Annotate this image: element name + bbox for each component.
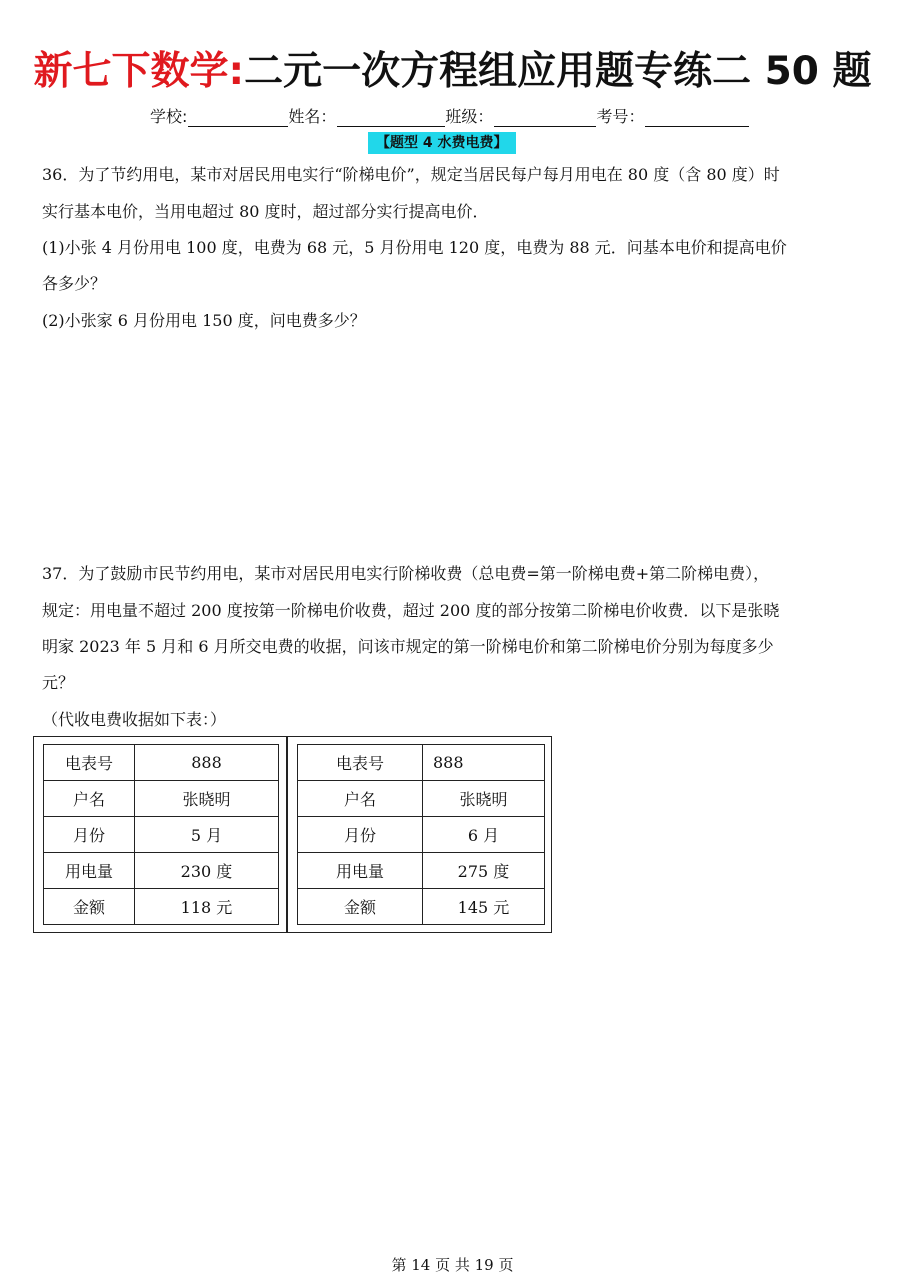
class-field [445, 104, 596, 127]
receipt-divider [286, 737, 288, 932]
name-field [288, 104, 445, 127]
table-cell: 张晓明 [423, 781, 545, 817]
page-title-main: 二元一次方程组应用题专练二 50 题 [244, 49, 872, 94]
receipt-june-table [297, 744, 545, 925]
table-cell: 6 月 [423, 817, 545, 853]
number-field [596, 104, 749, 127]
section-tag: 【题型 4 水费电费】 [368, 132, 516, 154]
q37-line-4: 元？ [42, 673, 75, 692]
q37-line-1: 37．为了鼓励市民节约用电，某市对居民用电实行阶梯收费（总电费=第一阶梯电费+第二阶梯电费）， [42, 564, 770, 583]
table-cell: 5 月 [135, 817, 279, 853]
q36-line-3: (1)小张 4 月份用电 100 度，电费为 68 元，5 月份用电 120 度，电费为 88 元．问基本电价和提高电价 [42, 238, 787, 257]
page-title [0, 46, 905, 98]
name-blank[interactable] [337, 108, 445, 127]
table-row [298, 853, 545, 889]
table-row [44, 853, 279, 889]
number-label: 考号： [596, 107, 645, 126]
table-cell: 用电量 [298, 853, 423, 889]
number-blank[interactable] [645, 108, 749, 127]
q36-line-1: 36．为了节约用电，某市对居民用电实行“阶梯电价”，规定当居民每户每月用电在 80 度（含 80 度）时 [42, 165, 780, 184]
table-cell: 888 [423, 745, 545, 781]
table-cell: 月份 [44, 817, 135, 853]
name-label: 姓名： [288, 107, 337, 126]
table-row [298, 781, 545, 817]
q36-line-5: (2)小张家 6 月份用电 150 度，问电费多少？ [42, 311, 366, 330]
table-row [44, 781, 279, 817]
table-cell: 户名 [44, 781, 135, 817]
table-cell: 145 元 [423, 889, 545, 925]
table-cell: 275 度 [423, 853, 545, 889]
receipt-box [33, 736, 552, 933]
table-cell: 月份 [298, 817, 423, 853]
class-blank[interactable] [494, 108, 596, 127]
table-cell: 金额 [298, 889, 423, 925]
table-cell: 230 度 [135, 853, 279, 889]
table-cell: 888 [135, 745, 279, 781]
table-cell: 张晓明 [135, 781, 279, 817]
table-row [298, 745, 545, 781]
table-row [44, 889, 279, 925]
table-row [44, 817, 279, 853]
page-title-red: 新七下数学: [33, 49, 245, 94]
page-number: 第 14 页 共 19 页 [391, 1256, 514, 1274]
q37-line-2: 规定：用电量不超过 200 度按第一阶梯电价收费，超过 200 度的部分按第二阶梯电价收费．以下是张晓 [42, 601, 780, 620]
table-cell: 电表号 [298, 745, 423, 781]
school-field [150, 104, 288, 127]
school-blank[interactable] [188, 108, 288, 127]
table-row [298, 817, 545, 853]
q36-line-2: 实行基本电价，当用电超过 80 度时，超过部分实行提高电价． [42, 202, 489, 221]
q36-line-4: 各多少？ [42, 274, 107, 293]
student-info-row [150, 104, 790, 127]
class-label: 班级： [445, 107, 494, 126]
q37-line-3: 明家 2023 年 5 月和 6 月所交电费的收据，问该市规定的第一阶梯电价和第二阶梯电价分别为每度多少 [42, 637, 774, 656]
table-cell: 用电量 [44, 853, 135, 889]
school-label: 学校: [150, 107, 188, 126]
table-cell: 电表号 [44, 745, 135, 781]
table-cell: 户名 [298, 781, 423, 817]
table-cell: 金额 [44, 889, 135, 925]
table-row [298, 889, 545, 925]
table-row [44, 745, 279, 781]
q37-line-5: （代收电费收据如下表：） [42, 710, 227, 729]
table-cell: 118 元 [135, 889, 279, 925]
receipt-may-table [43, 744, 279, 925]
